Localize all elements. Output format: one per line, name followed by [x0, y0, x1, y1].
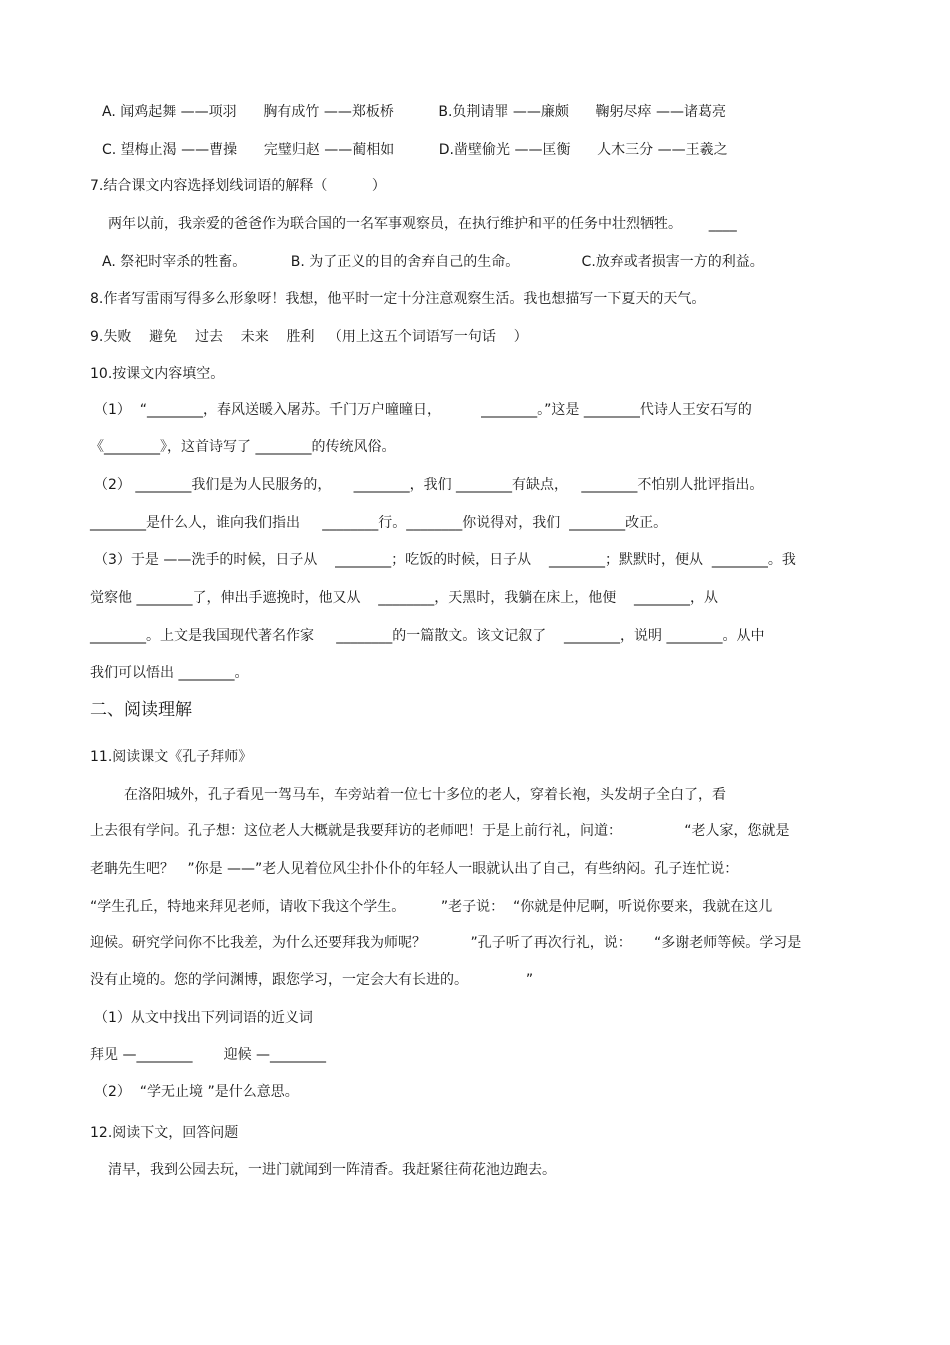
section-heading-reading: 二、阅读理解 [90, 700, 192, 720]
question-10-3-line-4: 我们可以悟出 ________。 [90, 665, 249, 681]
question-11-1-blanks: 拜见 —________ 迎候 —________ [90, 1047, 327, 1063]
passage-line-4: “学生孔丘，特地来拜见老师，请收下我这个学生。 ”老子说： “你就是仲尼啊，听说你要来，我就在这儿 [90, 899, 773, 915]
question-12: 12.阅读下文，回答问题 [90, 1125, 239, 1141]
question-10-1-line-2: 《________》，这首诗写了 ________的传统风俗。 [90, 439, 396, 455]
question-10-3-line-2: 觉察他 ________了，伸出手遮挽时，他又从 ________，天黑时，我躺在床上，他便 ________，从 [90, 590, 719, 606]
passage-line-1: 在洛阳城外，孔子看见一驾马车，车旁站着一位七十多位的老人，穿着长袍，头发胡子全白了，看 [124, 787, 726, 803]
question-12-passage: 清早，我到公园去玩，一进门就闻到一阵清香。我赶紧往荷花池边跑去。 [108, 1162, 556, 1178]
passage-line-2: 上去很有学问。孔子想：这位老人大概就是我要拜访的老师吧！于是上前行礼，问道： “老人家，您就是 [90, 823, 790, 839]
question-11: 11.阅读课文《孔子拜师》 [90, 749, 253, 765]
question-7-sentence: 两年以前，我亲爱的爸爸作为联合国的一名军事观察员，在执行维护和平的任务中壮烈牺牲。 ____ [108, 216, 737, 232]
question-7: 7.结合课文内容选择划线词语的解释（ ） [90, 178, 386, 194]
question-11-2: （2） “学无止境 ”是什么意思。 [94, 1084, 299, 1100]
passage-line-5: 迎候。研究学问你不比我差，为什么还要拜我为师呢？ ”孔子听了再次行礼，说： “多谢老师等候。学习是 [90, 935, 802, 951]
question-10-2-line-1: （2） ________我们是为人民服务的， ________，我们 ________有缺点， ________不怕别人批评指出。 [94, 477, 764, 493]
answer-options-cd: C. 望梅止渴 ——曹操 完璧归赵 ——蔺相如 D.凿壁偷光 ——匡衡 人木三分 ——王羲之 [102, 142, 728, 158]
question-10-3-line-1: （3）于是 ——洗手的时候，日子从 ________；吃饭的时候，日子从 ________；默默时，便从 ________。我 [94, 552, 796, 568]
question-10: 10.按课文内容填空。 [90, 366, 225, 382]
passage-line-3: 老聃先生吧？ ”你是 ——”老人见着位风尘扑仆仆的年轻人一眼就认出了自己，有些纳闷。孔子连忙说： [90, 861, 739, 877]
question-11-1: （1）从文中找出下列词语的近义词 [94, 1010, 313, 1026]
question-7-options: A. 祭祀时宰杀的牲畜。 B. 为了正义的目的舍弃自己的生命。 C.放弃或者损害一方的利益。 [102, 254, 764, 270]
question-10-2-line-2: ________是什么人，谁向我们指出 ________行。________你说得对，我们 ________改正。 [90, 515, 668, 531]
question-10-3-line-3: ________。上文是我国现代著名作家 ________的一篇散文。该文记叙了 ________，说明 ________。从中 [90, 628, 765, 644]
answer-options-ab: A. 闻鸡起舞 ——项羽 胸有成竹 ——郑板桥 B.负荆请罪 ——廉颇 鞠躬尽瘁 ——诸葛亮 [102, 104, 726, 120]
question-8: 8.作者写雷雨写得多么形象呀！我想，他平时一定十分注意观察生活。我也想描写一下夏天的天气。 [90, 291, 706, 307]
question-9: 9.失败 避免 过去 未来 胜利 （用上这五个词语写一句话 ） [90, 329, 528, 345]
question-10-1-line-1: （1） “________，春风送暖入屠苏。千门万户曈曈日， ________。”这是 ________代诗人王安石写的 [94, 402, 752, 418]
passage-line-6: 没有止境的。您的学问渊博，跟您学习，一定会大有长进的。 ” [90, 972, 534, 988]
